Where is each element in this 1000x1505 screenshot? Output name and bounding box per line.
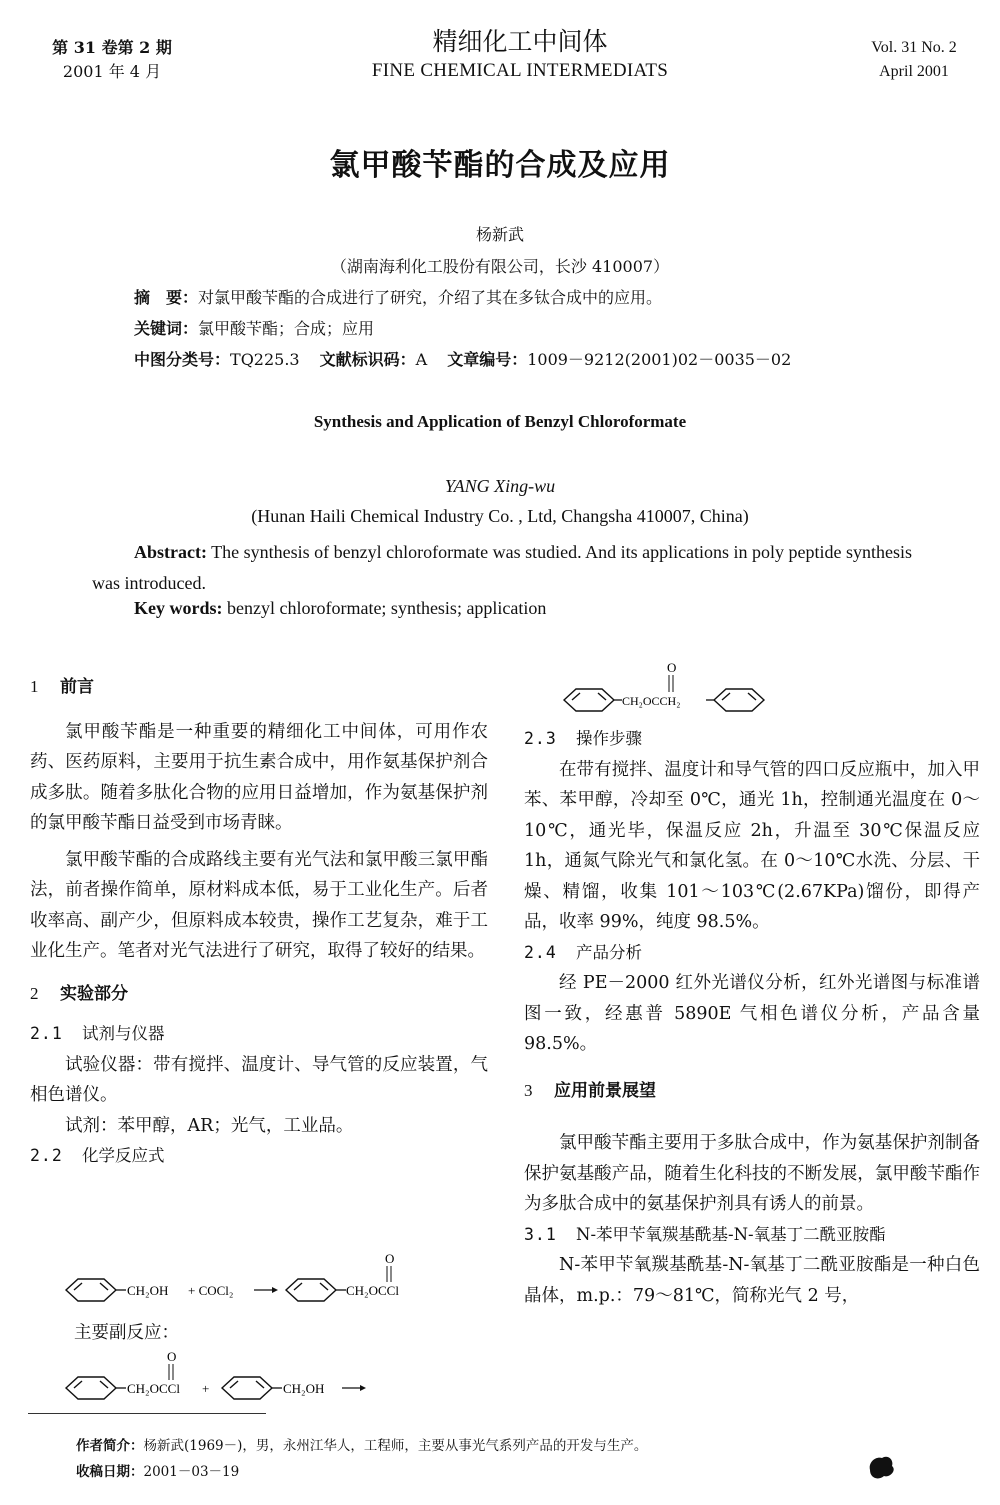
issue-info — [42, 36, 182, 84]
subsection-title: 试剂与仪器 — [82, 1024, 165, 1043]
ch2oh-label: CH₂OH — [127, 1283, 169, 1298]
cocl2-label: + COCl₂ — [188, 1283, 234, 1298]
byproduct-structure — [560, 660, 780, 716]
paragraph: 经 PE－2000 红外光谱仪分析，红外光谱图与标准谱图一致，经惠普 5890E 气相色谱仪分析，产品含量 98.5%。 — [524, 973, 980, 1054]
abstract-en-label: Abstract: — [134, 542, 207, 562]
section-title: 前言 — [60, 677, 94, 697]
subsection-title: 化学反应式 — [82, 1146, 165, 1165]
plus-label: + — [202, 1381, 210, 1396]
subsection-heading — [524, 938, 980, 969]
ink-blot-icon — [864, 1452, 898, 1486]
author-cn: 杨新武 — [475, 225, 524, 244]
subsection-number: 2.2 — [30, 1146, 63, 1165]
keywords-en — [134, 598, 546, 619]
paragraph: 试验仪器：带有搅拌、温度计、导气管的反应装置，气相色谱仪。 — [30, 1054, 488, 1105]
subsection-title: 操作步骤 — [576, 729, 642, 748]
issue-volume: 第 31 卷第 2 期 — [52, 38, 172, 57]
issue-volume-en: Vol. 31 No. 2 — [871, 39, 957, 56]
paper-title-cn: 氯甲酸苄酯的合成及应用 — [329, 148, 671, 183]
carbonyl-o-label: O — [385, 1252, 395, 1266]
keywords-cn — [134, 318, 374, 340]
paragraph: 氯甲酸苄酯主要用于多肽合成中，作为氨基保护剂制备保护氨基酸产品，随着生化科技的不断发展，氯甲酸苄酯作为多肽合成中的氨基保护剂具有诱人的前景。 — [524, 1133, 980, 1214]
clc-label: 中图分类号： — [134, 350, 231, 369]
ch2oh-label: CH₂OH — [283, 1381, 325, 1396]
subsection-number: 2.3 — [524, 729, 557, 748]
benzene-ring-icon — [286, 1279, 336, 1301]
clc-value: TQ225.3 — [230, 350, 300, 369]
benzene-ring-icon — [66, 1279, 116, 1301]
ch2occl-label: CH₂OCCl — [127, 1381, 180, 1396]
article-id-label: 文章编号： — [447, 350, 528, 369]
abstract-cn-label: 摘 要： — [134, 288, 199, 307]
received-date-text: 2001－03－19 — [143, 1464, 240, 1480]
abstract-cn-text: 对氯甲酸苄酯的合成进行了研究，介绍了其在多钛合成中的应用。 — [198, 288, 663, 307]
abstract-en-text: The synthesis of benzyl chloroformate was studied. And its applications in poly peptide synthesis was introduced. — [92, 542, 913, 593]
article-id-value: 1009－9212(2001)02－0035－02 — [527, 350, 792, 369]
subsection-heading — [524, 724, 980, 755]
paragraph: 试剂：苯甲醇，AR；光气，工业品。 — [65, 1115, 354, 1136]
paragraph: 氯甲酸苄酯是一种重要的精细化工中间体，可用作农药、医药原料，主要用于抗生素合成中，用作氨基保护剂合成多肽。随着多肽化合物的应用日益增加，作为氨基保护剂的氯甲酸苄酯日益受到市场青睐。 — [30, 721, 488, 833]
benzene-ring-icon — [66, 1377, 116, 1399]
doc-code-label: 文献标识码： — [319, 350, 416, 369]
subsection-title: 产品分析 — [576, 942, 642, 962]
ch2occl-label: CH₂OCCl — [346, 1283, 399, 1298]
section-number: 1 — [30, 677, 39, 696]
affiliation-cn: （湖南海利化工股份有限公司，长沙 410007） — [330, 257, 670, 276]
subsection-number: 2.1 — [30, 1024, 63, 1043]
section-heading — [30, 979, 488, 1010]
ch2occh2-label: CH₂OCCH₂ — [622, 694, 681, 708]
keywords-en-text: benzyl chloroformate; synthesis; application — [222, 598, 547, 618]
doc-code-value: A — [415, 350, 428, 369]
benzene-ring-icon — [564, 689, 614, 711]
abstract-en — [92, 537, 932, 599]
subsection-title: N-苯甲苄氧羰基酰基-N-氧基丁二酰亚胺酯 — [576, 1224, 886, 1244]
issue-info-en — [850, 36, 978, 84]
carbonyl-o-label: O — [667, 660, 677, 675]
carbonyl-o-label: O — [167, 1350, 177, 1364]
section-title: 应用前景展望 — [554, 1080, 656, 1101]
side-reaction — [64, 1350, 484, 1402]
author-bio-text: 杨新武(1969－)，男，永州江华人，工程师，主要从事光气系列产品的开发与生产。 — [143, 1438, 648, 1454]
right-column — [524, 724, 980, 1311]
received-date-label: 收稿日期： — [76, 1464, 144, 1480]
paragraph: N-苯甲苄氧羰基酰基-N-氧基丁二酰亚胺酯是一种白色晶体，m.p.：79～81℃，简称光气 2 号， — [524, 1255, 980, 1306]
keywords-cn-text: 氯甲酸苄酯；合成；应用 — [198, 319, 375, 338]
section-heading — [30, 672, 488, 703]
subsection-heading — [524, 1220, 980, 1251]
journal-name-en: FINE CHEMICAL INTERMEDIATS — [371, 60, 669, 81]
section-heading — [524, 1076, 980, 1107]
received-date — [76, 1462, 239, 1482]
keywords-en-label: Key words: — [134, 598, 223, 618]
benzene-ring-icon — [714, 689, 764, 711]
side-reaction-label: 主要副反应： — [74, 1323, 179, 1343]
issue-date-en: April 2001 — [879, 63, 949, 80]
affiliation-en: (Hunan Haili Chemical Industry Co. , Ltd, Changsha 410007, China) — [251, 506, 749, 526]
issue-date: 2001 年 4 月 — [62, 62, 162, 81]
section-number: 3 — [524, 1080, 533, 1100]
abstract-cn — [134, 287, 662, 309]
author-en: YANG Xing-wu — [444, 476, 556, 496]
section-number: 2 — [30, 983, 39, 1003]
journal-name-cn: 精细化工中间体 — [432, 27, 608, 56]
left-column — [30, 672, 488, 1172]
main-reaction — [64, 1252, 484, 1304]
journal-name — [300, 26, 740, 84]
footnote-divider — [28, 1413, 266, 1414]
author-bio — [76, 1436, 647, 1456]
subsection-heading — [30, 1019, 488, 1050]
subsection-number: 2.4 — [524, 942, 557, 962]
keywords-cn-label: 关键词： — [134, 319, 199, 338]
paragraph: 在带有搅拌、温度计和导气管的四口反应瓶中，加入甲苯、苯甲醇，冷却至 0℃，通光 1h，控制通光温度在 0～10℃，通光毕，保温反应 2h，升温至 30℃保温反应 1h，通氮气除光气和氯化氢。在 0～10℃水洗、分层、干燥、精馏，收集 101～103℃(2.67KPa)馏份，即得产品，收率 99%，纯度 98.5%。 — [524, 759, 980, 932]
paragraph: 氯甲酸苄酯的合成路线主要有光气法和氯甲酸三氯甲酯法，前者操作简单，原材料成本低，易于工业化生产。后者收率高、副产少，但原料成本较贵，操作工艺复杂，难于工业化生产。笔者对光气法进行了研究，取得了较好的结果。 — [30, 849, 488, 961]
paper-title-en: Synthesis and Application of Benzyl Chloroformate — [313, 412, 687, 431]
benzene-ring-icon — [222, 1377, 272, 1399]
classification — [134, 349, 791, 371]
section-title: 实验部分 — [60, 983, 128, 1004]
subsection-heading — [30, 1141, 488, 1172]
author-bio-label: 作者简介： — [76, 1438, 144, 1454]
subsection-number: 3.1 — [524, 1224, 557, 1244]
